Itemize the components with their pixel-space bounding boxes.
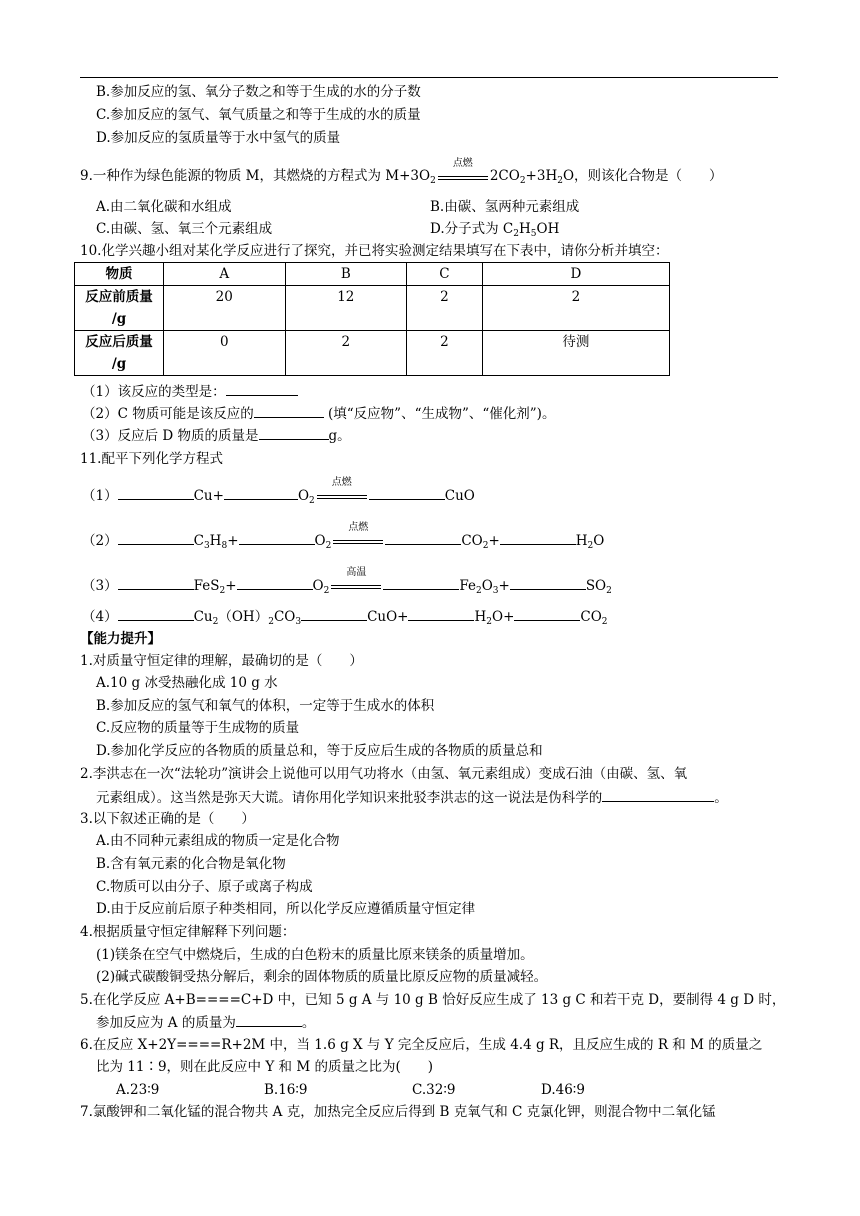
p1-option-a: A.10 g 冰受热融化成 10 g 水 — [96, 675, 278, 691]
table-cell: 2 — [285, 331, 407, 376]
table-cell: 12 — [285, 286, 407, 331]
p6-option-b: B.16∶9 — [264, 1082, 308, 1098]
reaction-condition: 点燃 — [315, 486, 369, 504]
table-row — [75, 331, 670, 376]
answer-blank[interactable] — [118, 486, 194, 500]
p3-option-a: A.由不同种元素组成的物质一定是化合物 — [96, 833, 340, 849]
q8-option-c: C.参加反应的氢气、氧气质量之和等于生成的水的质量 — [96, 107, 421, 123]
p5-line-1: 5.在化学反应 A+B====C+D 中，已知 5 g A 与 10 g B 恰好反应生成了 13 g C 和若干克 D，要制得 4 g D 时， — [80, 992, 786, 1008]
p4-sub-1: (1)镁条在空气中燃烧后，生成的白色粉末的质量比原来镁条的质量增加。 — [96, 947, 534, 963]
table-cell: 2 — [482, 286, 669, 331]
p3-option-b: B.含有氧元素的化合物是氧化物 — [96, 856, 286, 872]
q10-sub-1: （1）该反应的类型是： — [82, 382, 298, 401]
p4-sub-2: (2)碱式碳酸铜受热分解后，剩余的固体物质的质量比原反应物的质量减轻。 — [96, 969, 548, 985]
p1-stem: 1.对质量守恒定律的理解，最确切的是（ ） — [80, 653, 363, 669]
table-cell: 反应前质量 /g — [75, 286, 164, 331]
table-cell: D — [482, 263, 669, 286]
table-cell: 0 — [164, 331, 286, 376]
q9-option-b: B.由碳、氢两种元素组成 — [430, 199, 580, 215]
q8-option-d: D.参加反应的氢质量等于水中氢气的质量 — [96, 130, 341, 146]
p1-option-b: B.参加反应的氢气和氧气的体积，一定等于生成水的体积 — [96, 698, 435, 714]
q9-option-c: C.由碳、氢、氧三个元素组成 — [96, 221, 273, 237]
p4-stem: 4.根据质量守恒定律解释下列问题： — [80, 924, 296, 940]
answer-blank[interactable] — [510, 576, 586, 590]
table-row — [75, 263, 670, 286]
answer-blank[interactable] — [236, 1013, 302, 1027]
answer-blank[interactable] — [369, 486, 445, 500]
p6-option-a: A.23∶9 — [116, 1082, 160, 1098]
table-cell: C — [407, 263, 483, 286]
p2-line-1: 2.李洪志在一次“法轮功”演讲会上说他可以用气功将水（由氢、氧元素组成）变成石油（由碳、氢、氧 — [80, 766, 688, 782]
answer-blank[interactable] — [226, 382, 298, 396]
table-row — [75, 286, 670, 331]
answer-blank[interactable] — [224, 486, 298, 500]
q11-stem: 11.配平下列化学方程式 — [80, 451, 223, 467]
p6-option-d: D.46∶9 — [541, 1082, 585, 1098]
answer-blank[interactable] — [514, 607, 580, 621]
q10-table — [74, 262, 670, 376]
answer-blank[interactable] — [237, 576, 313, 590]
answer-blank[interactable] — [301, 607, 367, 621]
p3-option-d: D.由于反应前后原子种类相同，所以化学反应遵循质量守恒定律 — [96, 901, 476, 917]
table-cell: A — [164, 263, 286, 286]
table-cell: 物质 — [75, 263, 164, 286]
q10-sub-2: （2）C 物质可能是该反应的 (填“反应物”、“生成物”、“催化剂”)。 — [82, 406, 556, 422]
reaction-condition: 点燃 — [331, 531, 385, 549]
answer-blank[interactable] — [383, 576, 459, 590]
answer-blank[interactable] — [239, 531, 315, 545]
answer-blank[interactable] — [118, 576, 194, 590]
answer-blank[interactable] — [500, 531, 576, 545]
answer-blank[interactable] — [408, 607, 474, 621]
q11-equation-3: （3） $FeS_2+ O_2$ 高温 $Fe_2O_3+ SO_2$ — [82, 567, 612, 596]
reaction-condition: 点燃 — [436, 167, 490, 185]
q10-stem: 10.化学兴趣小组对某化学反应进行了探究，并已将实验测定结果填写在下表中，请你分析并填空： — [80, 243, 669, 259]
p5-line-2: 参加反应为 A 的质量为 。 — [96, 1015, 316, 1031]
table-cell: 2 — [407, 331, 483, 376]
answer-blank[interactable] — [254, 404, 324, 418]
reaction-condition: 高温 — [329, 576, 383, 594]
table-cell: 待测 — [482, 331, 669, 376]
table-cell: 20 — [164, 286, 286, 331]
p1-option-c: C.反应物的质量等于生成物的质量 — [96, 720, 300, 736]
p1-option-d: D.参加化学反应的各物质的质量总和，等于反应后生成的各物质的质量总和 — [96, 743, 543, 759]
answer-blank[interactable] — [602, 788, 714, 802]
header-rule — [80, 77, 778, 78]
answer-blank[interactable] — [259, 426, 329, 440]
q8-option-b: B.参加反应的氢、氧分子数之和等于生成的水的分子数 — [96, 84, 421, 100]
p7-line-1: 7.氯酸钾和二氧化锰的混合物共 A 克，加热完全反应后得到 B 克氧气和 C 克氯化钾，则混合物中二氧化锰 — [80, 1104, 716, 1120]
table-cell: B — [285, 263, 407, 286]
p3-option-c: C.物质可以由分子、原子或离子构成 — [96, 879, 313, 895]
answer-blank[interactable] — [385, 531, 461, 545]
p6-option-c: C.32∶9 — [412, 1082, 456, 1098]
p3-stem: 3.以下叙述正确的是（ ） — [80, 811, 255, 827]
p6-line-1: 6.在反应 X+2Y====R+2M 中，当 1.6 g X 与 Y 完全反应后，生成 4.4 g R，且反应生成的 R 和 M 的质量之 — [80, 1037, 763, 1053]
p2-line-2: 元素组成）。这当然是弥天大谎。请你用化学知识来批驳李洪志的这一说法是伪科学的 。 — [96, 790, 728, 806]
q9-option-a: A.由二氧化碳和水组成 — [96, 199, 232, 215]
section-heading: 【能力提升】 — [80, 631, 161, 647]
q11-equation-4: （4） $Cu_2(OH)_2CO_3$ $CuO+ H_2O+ CO_2$ — [82, 609, 608, 627]
table-cell: 2 — [407, 286, 483, 331]
p6-line-2: 比为 11∶9，则在此反应中 Y 和 M 的质量之比为( ) — [96, 1059, 433, 1075]
q11-equation-1: （1） $Cu+ O_2$ 点燃 CuO — [82, 477, 475, 506]
answer-blank[interactable] — [118, 531, 194, 545]
q9-stem: 9.一种作为绿色能源的物质 M，其燃烧的方程式为 $M+3O_2$ 点燃 $2CO_2+3H_2O$，则该化合物是（ ） — [80, 158, 723, 186]
q11-equation-2: （2） $C_3H_8+ O_2$ 点燃 $CO_2+ H_2O$ — [82, 522, 605, 551]
q10-sub-3: （3）反应后 D 物质的质量是 g。 — [82, 428, 351, 444]
q9-option-d: D.分子式为 $C_2H_5OH$ — [430, 221, 560, 239]
table-cell: 反应后质量 /g — [75, 331, 164, 376]
answer-blank[interactable] — [118, 607, 194, 621]
